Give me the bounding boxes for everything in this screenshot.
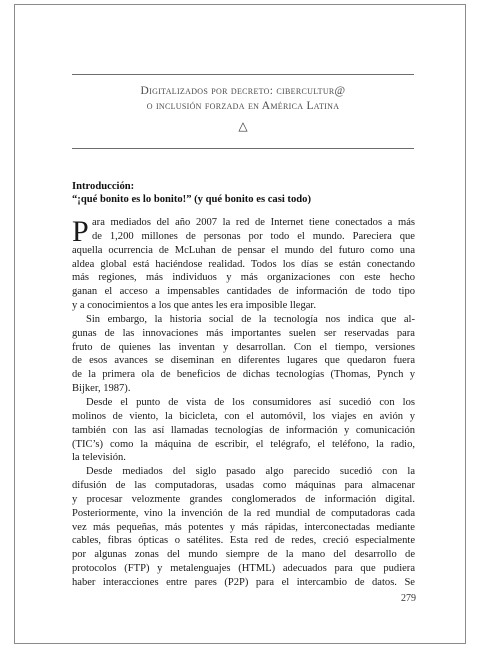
paragraph-line: (TIC’s) como la máquina de escribir, el telégrafo, el teléfono, la radio, [72,438,415,450]
section-heading [72,180,417,206]
paragraph-line: de esos avances se diseminan en diferentes lugares que quedaron fuera [72,355,415,367]
paragraph-line: Sin embargo, la historia social de la tecnología nos indica que al- [86,313,415,325]
author-mark-icon: △ [238,119,248,133]
paragraph-line: Desde mediados del siglo pasado algo parecido sucedió con la [86,466,415,478]
paragraph-line: Desde el punto de vista de los consumidores así sucedió con los [86,396,415,408]
drop-cap: P [72,215,89,248]
paragraph-line: molinos de viento, la bicicleta, con el automóvil, los viajes en avión y [72,410,415,422]
chapter-title [72,84,414,114]
paragraph-line: fruto de quienes las inventan y desarrollan. Con el tiempo, versiones [72,341,415,353]
paragraph-line: aquella ocurrencia de McLuhan de pensar el mundo del futuro como una [72,244,415,256]
paragraph-line: cables, fibras ópticas o satélites. Esta red de redes, creció especialmente [72,535,415,547]
paragraph-line: también con las así llamadas tecnologías de información y comunicación [72,424,415,436]
paragraph-line: y a conocimientos a los que antes les era imposible llegar. [72,300,316,312]
bottom-rule [72,148,414,149]
paragraph-line: ganan el acceso a impensables cantidades de información de todo tipo [72,286,415,298]
page-number: 279 [401,593,416,604]
paragraph-line: de la primera ola de beneficios de dichas tecnologías (Thomas, Pynch y [72,369,415,381]
body-text [72,216,415,590]
paragraph-line: de 1,200 millones de personas por todo el mundo. Pareciera que [92,230,415,242]
section-title: Introducción: [72,181,135,192]
paragraph-line: Posteriormente, vino la invención de la red mundial de computadoras cada [72,507,415,519]
paragraph-line: aldea global está haciéndose realidad. Todos los días se están conectando [72,258,415,270]
paragraph-line: protocolos (FTP) y metalenguajes (HTML) adecuados para que pudiera [72,563,415,575]
paragraph-line: y procesar velozmente grandes conglomerados de información digital. [72,493,415,505]
paragraph-line: Bijker, 1987). [72,383,131,395]
paragraph-line: gunas de las innovaciones más importantes suelen ser reservadas para [72,327,415,339]
chapter-title-line-2: o inclusión forzada en América Latina [146,100,340,112]
paragraph-line: haber interacciones entre pares (P2P) para el intercambio de datos. Se [72,576,415,588]
paragraph-line: difusión de las computadoras, usadas como máquinas para almacenar [72,480,415,492]
paragraph-line: por algunas zonas del mundo siempre de la mano del desarrollo de [72,549,415,561]
paragraph-line: más regiones, más individuos y más organizaciones con este hecho [72,272,415,284]
chapter-title-line-1: Digitalizados por decreto: cibercultur@ [140,85,346,97]
paragraph-line: vez más pequeñas, más potentes y más rápidas, interconectadas mediante [72,521,415,533]
top-rule [72,74,414,75]
section-subtitle: “¡qué bonito es lo bonito!” (y qué bonito es casi todo) [72,194,311,206]
paragraph-line: ara mediados del año 2007 la red de Internet tiene conectados a más [92,217,415,228]
paragraph-line: la televisión. [72,452,126,464]
